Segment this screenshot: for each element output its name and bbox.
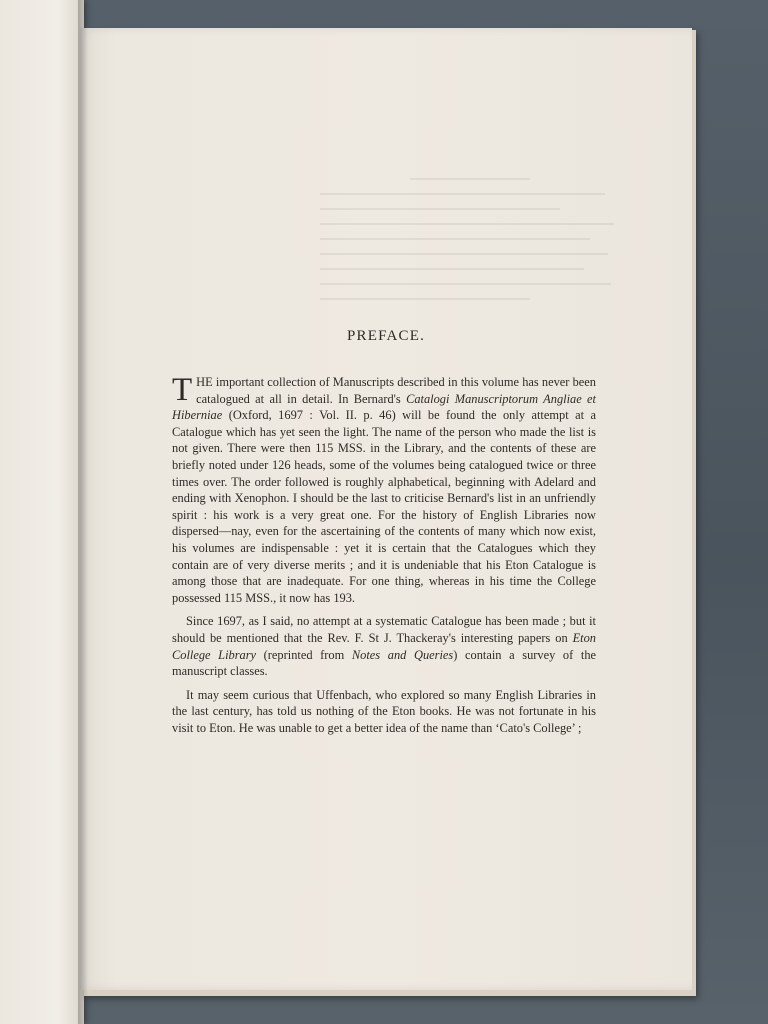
page-title: PREFACE.	[346, 328, 426, 344]
paragraph-1	[172, 374, 596, 606]
paragraph-3	[172, 687, 596, 737]
gutter-shadow	[78, 0, 88, 1024]
text-run: ) contain a survey of the manuscript classes.	[172, 647, 597, 679]
paragraph-2-text	[172, 614, 596, 678]
text-run: (Oxford, 1697 : Vol. II. p. 46) will be found the only attempt at a Catalogue which has yet seen the light. The name of the person who made the list is not given. There were then 115 MSS. in the Library, and the contents of these are briefly noted under 126 heads, some of the volumes being catalogued twice or three times over. The order followed is roughly alphabetical, beginning with Adelard and ending with Xenophon. I should be the last to criticise Bernard's list in an unfriendly spirit : his work is a very great one. For the history of English Libraries now dispersed—nay, even for the ascertaining of the contents of many which now exist, his volumes are indispensable : yet it is certain that the Catalogues which they contain are of very diverse merits ; and it is undeniable that his Eton Catalogue is among those that are inadequate. For one thing, whereas in his time the College possessed 115 MSS., it now has 193.	[172, 408, 596, 605]
show-through-text	[320, 178, 620, 378]
text-run: It may seem curious that Uffenbach, who explored so many English Libraries in the last century, has told us nothing of the Eton books. He was not fortunate in his visit to Eton. He was unable to get a better idea of the name than ‘Cato's College’ ;	[172, 687, 596, 735]
text-run: HE important collection of Manuscripts described in this volume has never been catalogued at all in detail. In Bernard's	[196, 375, 596, 406]
text-run: Since 1697, as I said, no attempt at a systematic Catalogue has been made ; but it should be mentioned that the Rev. F. St J. Thackeray's interesting papers on	[172, 614, 596, 645]
paragraph-2	[172, 613, 596, 679]
paragraph-1-text	[172, 372, 596, 605]
text-run: (reprinted from	[256, 647, 352, 662]
paragraph-3-text	[172, 688, 596, 735]
italic-title: Catalogi Manuscriptorum Angliae et Hiberniae	[172, 391, 596, 423]
italic-title: Notes and Queries	[351, 647, 454, 662]
preface-body	[172, 374, 596, 743]
drop-cap: T	[172, 372, 193, 408]
italic-title: Eton College Library	[172, 630, 596, 662]
left-page-edge	[0, 0, 84, 1024]
